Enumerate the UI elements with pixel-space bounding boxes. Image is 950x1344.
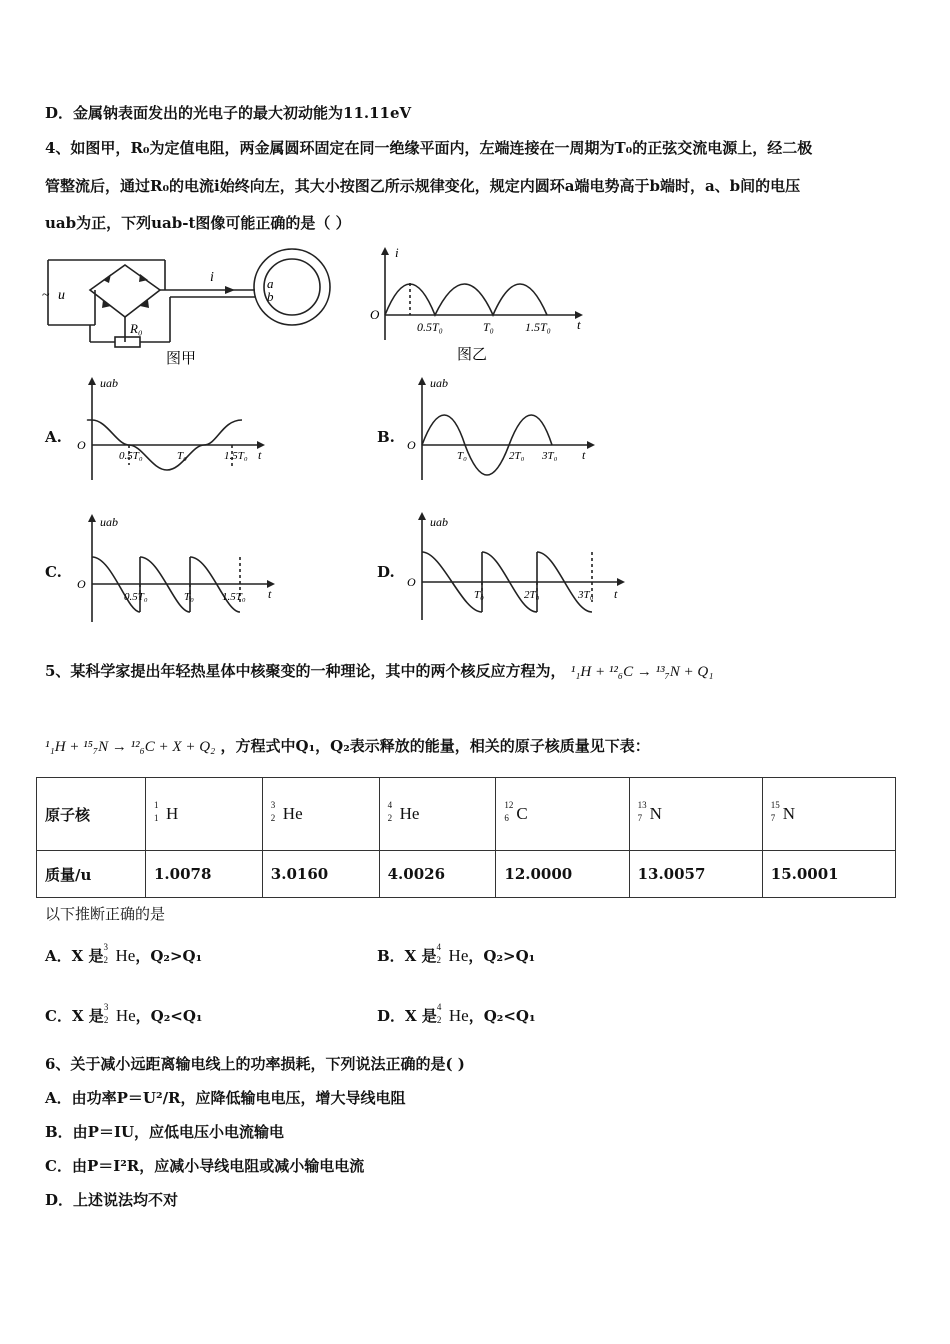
table-cell-nuclide: 12 6 C [496,778,629,851]
yi-origin: O [370,307,380,322]
q5-option-a: A．X 是 3 2 He，Q₂>Q₁ [45,942,203,965]
q4-option-a-graph [72,375,272,485]
q5-equation-1: ¹₁H + ¹²₆C → ¹³₇N + Q₁ [570,664,714,680]
label-i: i [210,270,214,285]
opt-b-tick-3: 3T₀ [542,450,558,462]
q5-eq2-suffix: ，方程式中Q₁，Q₂表示释放的能量，相关的原子核质量见下表： [220,737,650,755]
opt-c-tick-1: 0.5T₀ [124,591,148,603]
table-row [37,851,896,898]
table-cell-nuclide: 3 2 He [262,778,379,851]
table-cell-mass: 3.0160 [262,851,379,898]
q4-option-b-graph [402,375,602,485]
q6-option-b: B．由P＝IU，应低电压小电流输电 [45,1123,285,1141]
yi-tick-2: T₀ [483,320,494,334]
ac-source-symbol: ~ [42,288,50,303]
q4-stem-line2: 管整流后，通过R₀的电流i始终向左，其大小按图乙所示规律变化，规定内圆环a端电势高于b端时，a、b间的电压 [45,177,801,195]
yi-tick-1: 0.5T₀ [417,320,443,334]
opt-c-origin: O [77,577,86,591]
yi-xlabel: t [577,317,581,332]
q5-eq2-line [45,735,650,756]
opt-d-ylabel: uab [430,515,448,529]
opt-a-ylabel: uab [100,376,118,390]
opt-d-origin: O [407,575,416,589]
opt-b-xlabel: t [582,448,586,462]
table-cell-nuclide: 13 7 N [629,778,762,851]
q4-option-d-graph [402,510,632,625]
table-header-nuclide: 原子核 [37,778,146,851]
q4-option-c-label: C. [45,563,62,581]
table-cell-mass: 13.0057 [629,851,762,898]
opt-d-tick-2: 2T₀ [524,589,540,601]
label-r0: R₀ [130,321,143,336]
q4-option-a-label: A. [45,428,62,446]
yi-ylabel: i [395,245,399,260]
table-cell-mass: 15.0001 [762,851,895,898]
table-cell-nuclide: 4 2 He [379,778,496,851]
q5-intro [45,660,713,681]
q6-option-d: D．上述说法均不对 [45,1191,179,1209]
q4-option-c-graph [72,512,282,627]
q3-option-d: D．金属钠表面发出的光电子的最大初动能为11.11eV [45,104,412,122]
label-u: u [58,288,65,303]
table-cell-mass: 12.0000 [496,851,629,898]
q5-question: 以下推断正确的是 [45,905,166,923]
table-cell-nuclide: 15 7 N [762,778,895,851]
opt-b-origin: O [407,438,416,452]
caption-jia: 图甲 [166,351,197,367]
table-cell-mass: 1.0078 [146,851,263,898]
opt-c-xlabel: t [268,587,272,601]
table-cell-nuclide: 1 1 H [146,778,263,851]
opt-a-origin: O [77,438,86,452]
figure-jia-circuit [40,245,340,370]
opt-b-tick-2: 2T₀ [509,450,525,462]
q4-option-d-label: D. [377,563,395,581]
q6-option-a: A．由功率P＝U²/R，应降低输电电压，增大导线电阻 [45,1089,406,1107]
yi-tick-3: 1.5T₀ [525,320,551,334]
opt-c-ylabel: uab [100,515,118,529]
table-row [37,778,896,851]
opt-c-tick-3: 1.5T₀ [222,591,246,603]
opt-b-tick-1: T₀ [457,450,467,462]
caption-yi: 图乙 [457,347,488,363]
opt-a-tick-3: 1.5T₀ [224,450,248,462]
label-a: a [267,276,274,291]
q4-stem-line1: 4、如图甲，R₀为定值电阻，两金属圆环固定在同一绝缘平面内，左端连接在一周期为T₀的正弦交流电源上，经二极 [45,139,813,157]
opt-d-tick-3: 3T₀ [578,589,594,601]
opt-a-xlabel: t [258,448,262,462]
opt-a-tick-1: 0.5T₀ [119,450,143,462]
q5-option-c: C．X 是 3 2 He，Q₂<Q₁ [45,1002,203,1025]
opt-d-tick-1: T₀ [474,589,484,601]
q5-option-d: D．X 是 4 2 He，Q₂<Q₁ [377,1002,536,1025]
q4-option-b-label: B. [377,428,395,446]
table-header-mass: 质量/u [37,851,146,898]
figure-yi-graph [365,245,595,365]
q4-stem-line3: uab为正，下列uab-t图像可能正确的是（ ） [45,214,351,232]
table-cell-mass: 4.0026 [379,851,496,898]
q5-option-b: B．X 是 4 2 He，Q₂>Q₁ [377,942,536,965]
opt-b-ylabel: uab [430,376,448,390]
opt-c-tick-2: T₀ [184,591,194,603]
mass-table [36,777,896,898]
opt-a-tick-2: T₀ [177,450,187,462]
q6-option-c: C．由P＝I²R，应减小导线电阻或减小输电电流 [45,1157,365,1175]
label-b: b [267,289,274,304]
q5-intro-text: 5、某科学家提出年轻热星体中核聚变的一种理论，其中的两个核反应方程为， [45,662,566,680]
q5-equation-2: ¹₁H + ¹⁵₇N → ¹²₆C + X + Q₂ [45,739,216,755]
opt-d-xlabel: t [614,587,618,601]
q6-stem: 6、关于减小远距离输电线上的功率损耗，下列说法正确的是( ) [45,1055,465,1073]
